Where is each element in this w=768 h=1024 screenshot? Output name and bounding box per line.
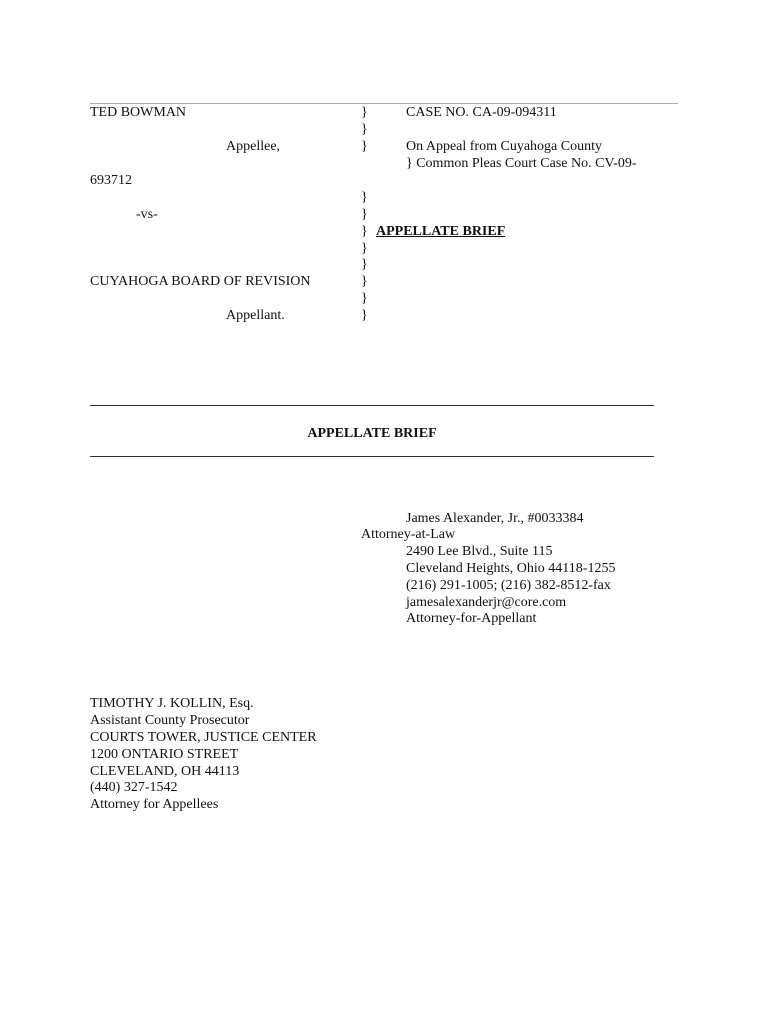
case-number: CASE NO. CA-09-094311 xyxy=(406,105,557,120)
appellant-name: CUYAHOGA BOARD OF REVISION xyxy=(90,274,311,289)
appellee-attorney-address1: COURTS TOWER, JUSTICE CENTER xyxy=(90,730,317,745)
appellant-attorney-email: jamesalexanderjr@core.com xyxy=(406,595,567,610)
title-rule-bottom xyxy=(90,456,654,457)
appellant-attorney-address1: 2490 Lee Blvd., Suite 115 xyxy=(406,544,553,559)
appellee-attorney-role: Attorney for Appellees xyxy=(90,797,219,812)
appellant-attorney-address2: Cleveland Heights, Ohio 44118-1255 xyxy=(406,561,616,576)
appellee-attorney-address2: 1200 ONTARIO STREET xyxy=(90,747,239,762)
appellee-role: Appellee, xyxy=(226,139,281,154)
title-rule-top xyxy=(90,405,654,406)
common-pleas-line: } Common Pleas Court Case No. CV-09- xyxy=(406,156,637,171)
caption-brace: } xyxy=(361,241,368,256)
caption-brace: } xyxy=(361,139,368,154)
caption-brace: } xyxy=(361,105,368,120)
appellant-role: Appellant. xyxy=(226,308,285,323)
appeal-from-line: On Appeal from Cuyahoga County xyxy=(406,139,602,154)
appellant-attorney-phone: (216) 291-1005; (216) 382-8512-fax xyxy=(406,578,611,593)
appellant-attorney-title: Attorney-at-Law xyxy=(361,527,456,542)
caption-brace: } xyxy=(361,257,368,272)
caption-brace: } xyxy=(361,207,368,222)
appellee-name: TED BOWMAN xyxy=(90,105,187,120)
caption-brace: } xyxy=(361,190,368,205)
versus-label: -vs- xyxy=(136,207,158,222)
appellant-attorney-role: Attorney-for-Appellant xyxy=(406,611,537,626)
caption-brace: } xyxy=(361,274,368,289)
appellee-attorney-title: Assistant County Prosecutor xyxy=(90,713,250,728)
caption-brace: } xyxy=(361,291,368,306)
appellee-attorney-name: TIMOTHY J. KOLLIN, Esq. xyxy=(90,696,254,711)
appellee-attorney-phone: (440) 327-1542 xyxy=(90,780,178,795)
caption-brief-label: APPELLATE BRIEF xyxy=(376,224,506,239)
caption-brace: } xyxy=(361,308,368,323)
caption-brace: } xyxy=(361,122,368,137)
case-number-continuation: 693712 xyxy=(90,173,132,188)
appellant-attorney-name: James Alexander, Jr., #0033384 xyxy=(406,511,584,526)
caption-brace: } xyxy=(361,224,368,239)
document-title: APPELLATE BRIEF xyxy=(307,426,437,441)
appellee-attorney-address3: CLEVELAND, OH 44113 xyxy=(90,764,240,779)
